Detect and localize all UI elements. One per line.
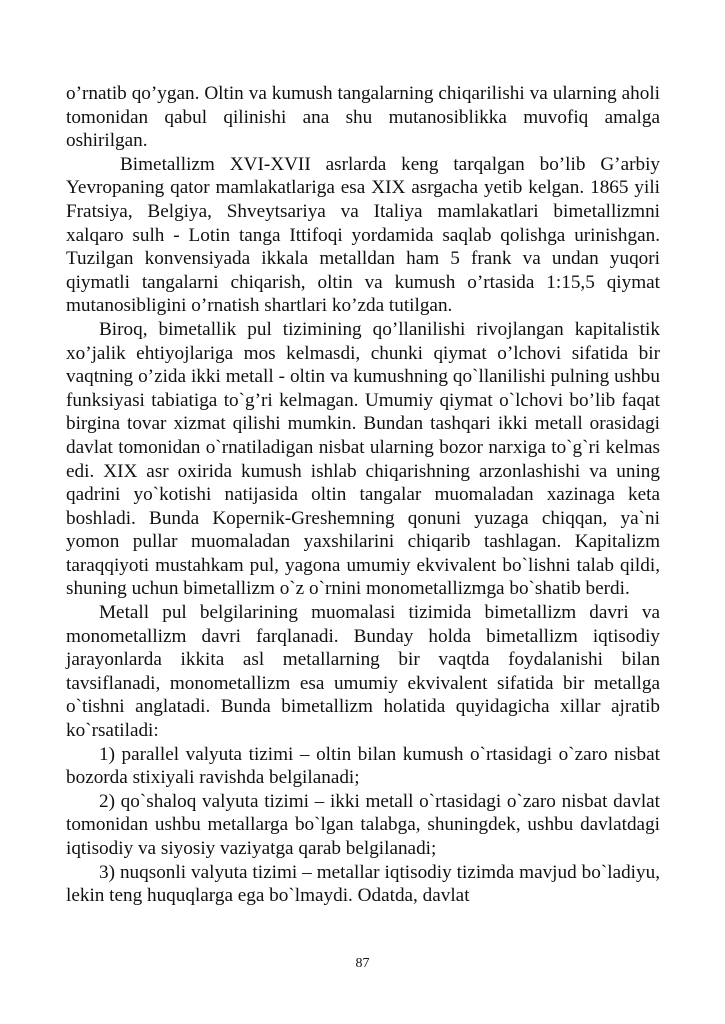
paragraph-continuation: o’rnatib qo’ygan. Oltin va kumush tangalarning chiqarilishi va ularning aholi tomonidan qabul qilinishi ana shu mutanosiblikka muvofiq amalga oshirilgan. [66, 83, 660, 152]
list-item-parallel-system: 1) parallel valyuta tizimi – oltin bilan kumush o`rtasidagi o`zaro nisbat bozorda stixiyali ravishda belgilanadi; [66, 743, 660, 789]
page-body [66, 82, 660, 908]
paragraph-metal-money-periods: Metall pul belgilarining muomalasi tizimida bimetallizm davri va monometallizm davri farqlanadi. Bunday holda bimetallizm iqtisodiy jarayonlarda ikkita asl metallarning bir vaqtda foydalanishi bilan tavsiflanadi, monometallizm esa umumiy ekvivalent sifatida bir metallga o`tishni anglatadi. Bunda bimetallizm holatida quyidagicha xillar ajratib ko`rsatiladi: [66, 602, 660, 742]
list-item-double-system: 2) qo`shaloq valyuta tizimi – ikki metall o`rtasidagi o`zaro nisbat davlat tomonidan ushbu metallarga bo`lgan talabga, shuningdek, ushbu davlatdagi iqtisodiy va siyosiy vaziyatga qarab belgilanadi; [66, 790, 660, 859]
paragraph-bimetallism-history: Bimetallizm XVI-XVII asrlarda keng tarqalgan bo’lib G’arbiy Yevropaning qator mamlakatlariga esa XIX asrgacha yetib kelgan. 1865 yili Fratsiya, Belgiya, Shveytsariya va Italiya mamlakatlari bimetallizmni xalqaro sulh - Lotin tanga Ittifoqi yordamida saqlab qolishga urinishgan. Tuzilgan konvensiyada ikkala metalldan ham 5 frank va undan yuqori qiymatli tangalarni chiqarish, oltin va kumush o’rtasida 1:15,5 qiymat mutanosibligini o’rnatish shartlari ko’zda tutilgan. [66, 153, 660, 317]
paragraph-bimetallism-critique: Biroq, bimetallik pul tizimining qo’llanilishi rivojlangan kapitalistik xo’jalik ehtiyojlariga mos kelmasdi, chunki qiymat o’lchovi sifatida bir vaqtning o’zida ikki metall - oltin va kumushning qo`llanilishi pulning ushbu funksiyasi tabiatiga to`g’ri kelmagan. Umumiy qiymat o`lchovi bo’lib faqat birgina tovar xizmat qilishi mumkin. Bundan tashqari ikki metall orasidagi davlat tomonidan o`rnatiladigan nisbat ularning bozor narxiga to`g`ri kelmas edi. XIX asr oxirida kumush ishlab chiqarishning arzonlashishi va uning qadrini yo`kotishi natijasida oltin tangalar muomaladan xazinaga keta boshladi. Bunda Kopernik-Greshemning qonuni yuzaga chiqqan, ya`ni yomon pullar muomaladan yaxshilarini chiqarib tashlagan. Kapitalizm taraqqiyoti mustahkam pul, yagona umumiy ekvivalent bo`lishni talab qildi, shuning uchun bimetallizm o`z o`rnini monometallizmga bo`shatib berdi. [66, 318, 660, 600]
list-item-defective-system: 3) nuqsonli valyuta tizimi – metallar iqtisodiy tizimda mavjud bo`ladiyu, lekin teng huquqlarga ega bo`lmaydi. Odatda, davlat [66, 861, 660, 907]
page-number: 87 [355, 956, 370, 971]
